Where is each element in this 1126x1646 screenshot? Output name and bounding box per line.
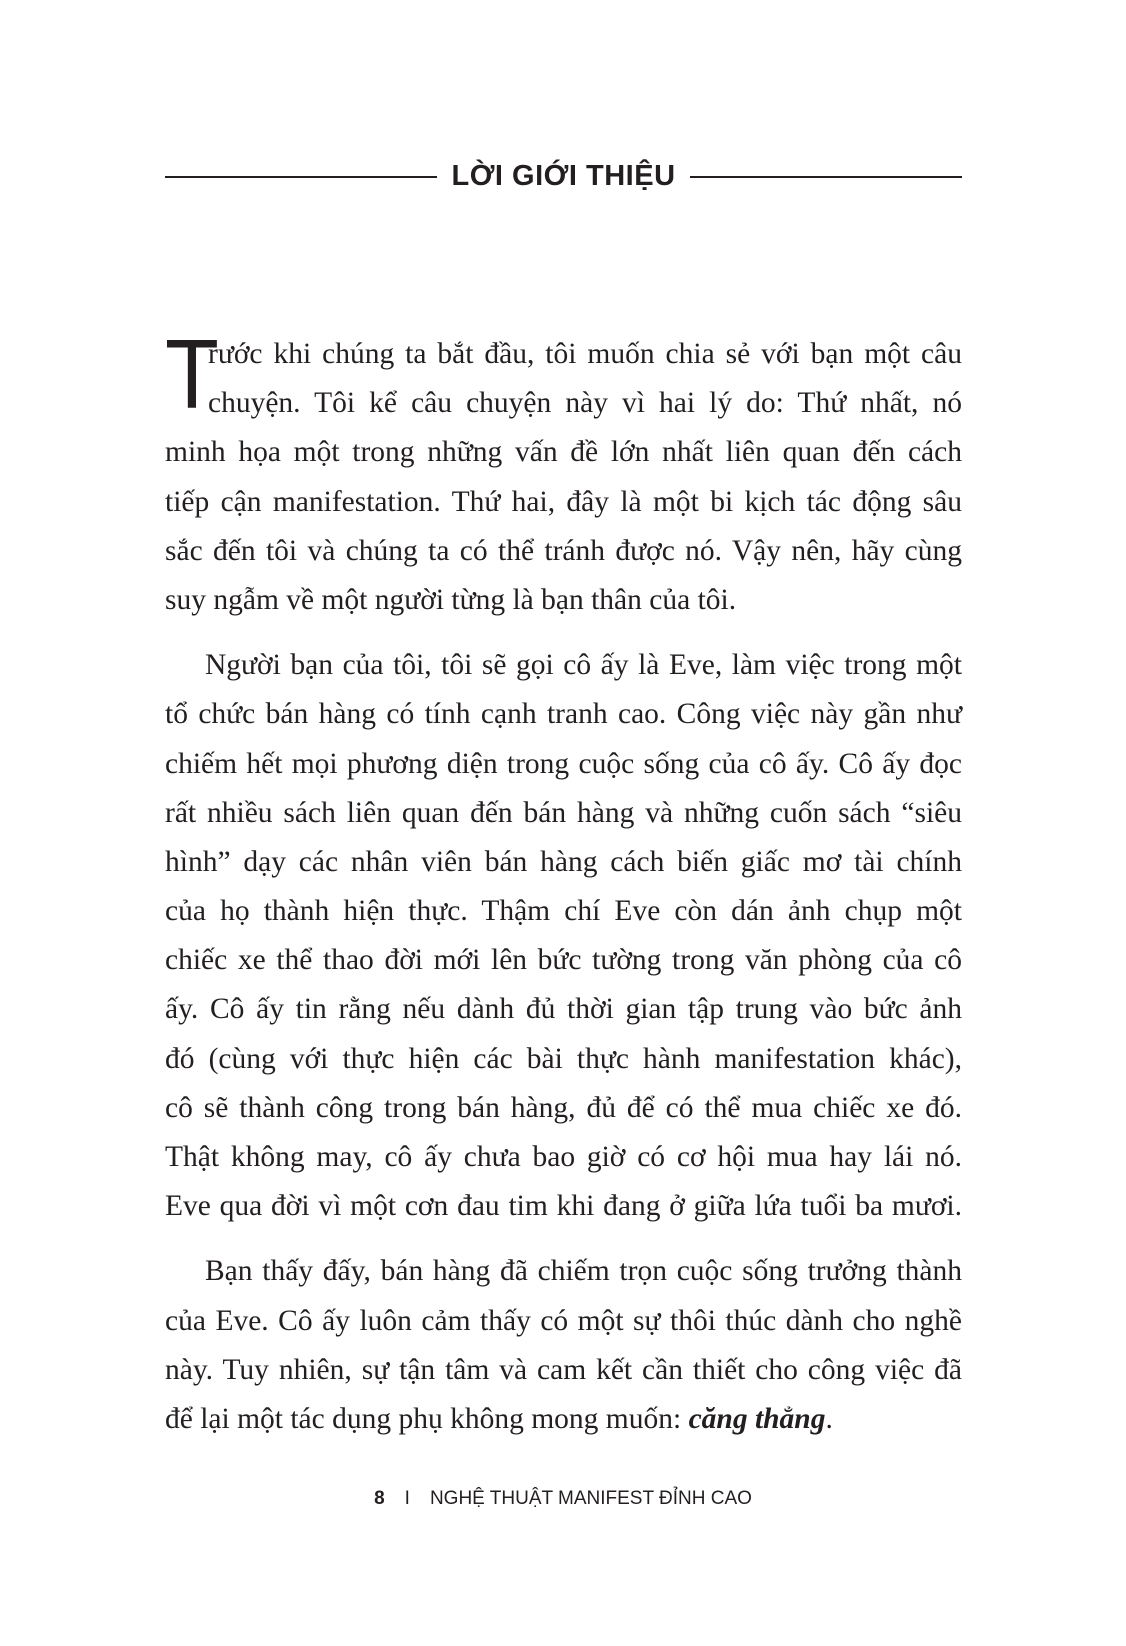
paragraph-3 — [165, 1247, 962, 1444]
text-line — [165, 1395, 962, 1444]
text-line: tổ chức bán hàng có tính cạnh tranh cao. Công việc này gần như — [165, 698, 962, 731]
emphasis-text: căng thẳng — [688, 1402, 826, 1435]
drop-cap: T — [165, 319, 219, 429]
page-number: 8 — [374, 1488, 385, 1509]
text-line: minh họa một trong những vấn đề lớn nhất liên quan đến cách — [165, 436, 962, 469]
text-line: của Eve. Cô ấy luôn cảm thấy có một sự thôi thúc dành cho nghề — [165, 1304, 962, 1337]
text-line: ấy. Cô ấy tin rằng nếu dành đủ thời gian tập trung vào bức ảnh — [165, 993, 962, 1026]
text-line: sắc đến tôi và chúng ta có thể tránh được nó. Vậy nên, hãy cùng — [165, 534, 962, 567]
text-line: chiếm hết mọi phương diện trong cuộc sống của cô ấy. Cô ấy đọc — [165, 747, 962, 780]
text-line: Thật không may, cô ấy chưa bao giờ có cơ hội mua hay lái nó. — [165, 1141, 962, 1173]
paragraph-2 — [165, 641, 962, 1231]
text-line: tiếp cận manifestation. Thứ hai, đây là một bi kịch tác động sâu — [165, 485, 962, 518]
paragraph-1 — [165, 319, 962, 625]
footer-separator: I — [404, 1488, 410, 1509]
chapter-title: LỜI GIỚI THIỆU — [451, 160, 676, 192]
page-footer — [0, 1488, 1126, 1510]
text-line: Eve qua đời vì một cơn đau tim khi đang ở giữa lứa tuổi ba mươi. — [165, 1190, 962, 1223]
text-fragment: để lại một tác dụng phụ không mong muốn: — [165, 1402, 689, 1435]
text-line: này. Tuy nhiên, sự tận tâm và cam kết cần thiết cho công việc đã — [165, 1353, 962, 1386]
heading-rule-left — [165, 176, 437, 178]
text-line: của họ thành hiện thực. Thậm chí Eve còn dán ảnh chụp một — [165, 895, 962, 928]
text-line: Bạn thấy đấy, bán hàng đã chiếm trọn cuộc sống trưởng thành — [205, 1255, 962, 1288]
chapter-heading — [165, 160, 962, 193]
text-line: rất nhiều sách liên quan đến bán hàng và những cuốn sách “siêu — [165, 796, 962, 829]
text-line: đó (cùng với thực hiện các bài thực hành manifestation khác), — [165, 1042, 962, 1075]
book-title: NGHỆ THUẬT MANIFEST ĐỈNH CAO — [429, 1488, 752, 1509]
body-text — [165, 319, 962, 1460]
text-line: hình” dạy các nhân viên bán hàng cách biến giấc mơ tài chính — [165, 845, 962, 878]
text-line: chiếc xe thể thao đời mới lên bức tường trong văn phòng của cô — [165, 944, 962, 977]
text-line: cô sẽ thành công trong bán hàng, đủ để có thể mua chiếc xe đó. — [165, 1091, 962, 1124]
text-line: rước khi chúng ta bắt đầu, tôi muốn chia sẻ với bạn một câu — [208, 338, 962, 370]
text-line: chuyện. Tôi kể câu chuyện này vì hai lý do: Thứ nhất, nó — [208, 387, 962, 420]
heading-rule-right — [690, 176, 962, 178]
text-line: suy ngẫm về một người từng là bạn thân của tôi. — [165, 583, 737, 616]
text-fragment: . — [825, 1402, 833, 1435]
text-line: Người bạn của tôi, tôi sẽ gọi cô ấy là Eve, làm việc trong một — [205, 649, 962, 682]
